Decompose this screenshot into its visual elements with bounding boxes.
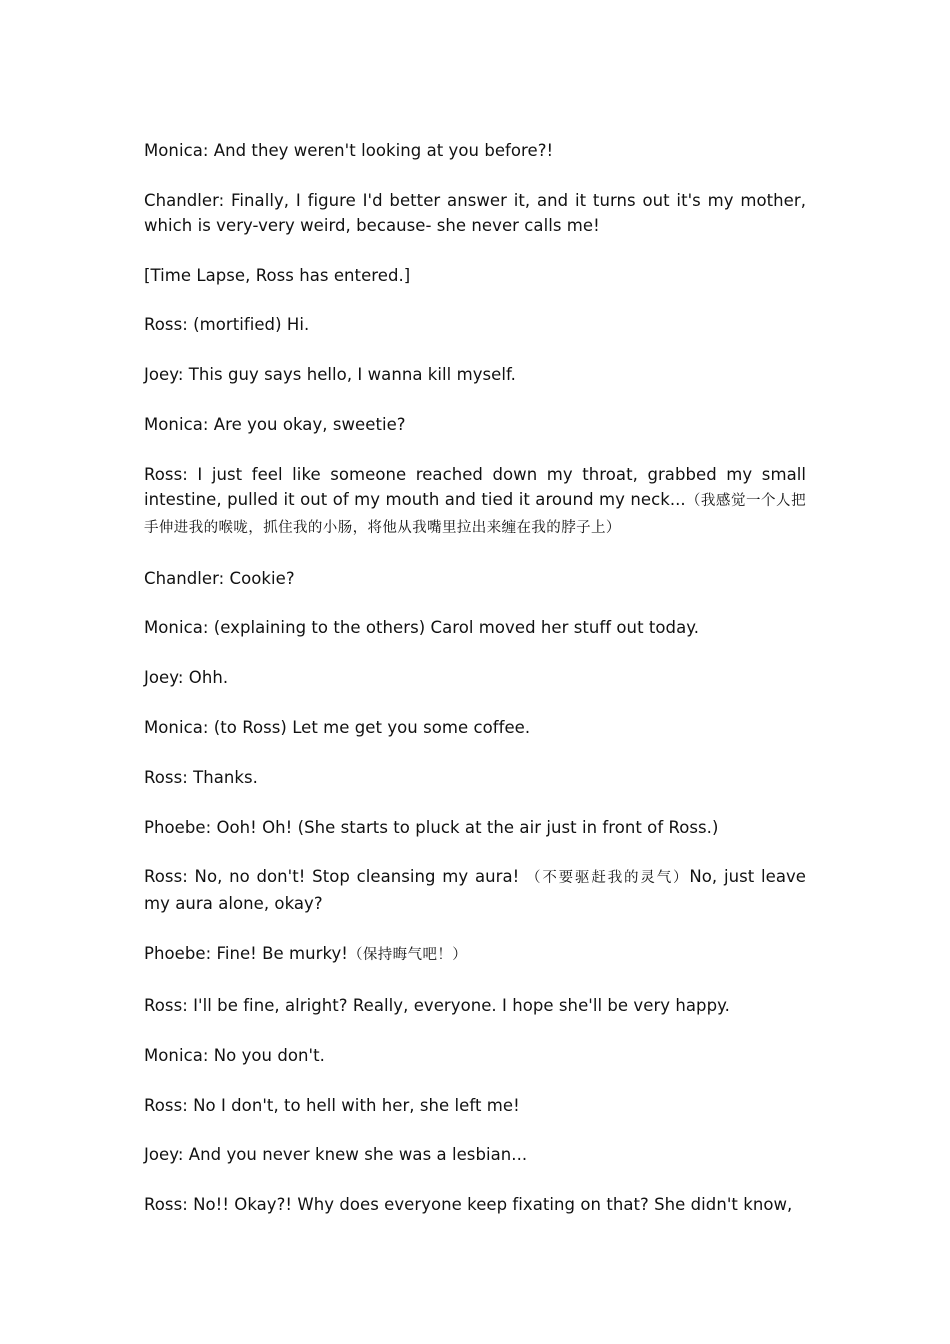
dialogue-line	[144, 138, 806, 163]
dialogue-text: Chandler: Finally, I figure I'd better answer it, and it turns out it's my mother, which is very-very weird, because- she never calls me!	[144, 190, 806, 235]
chinese-translation: （不要驱赶我的灵气）	[526, 870, 690, 887]
dialogue-line	[144, 312, 806, 337]
dialogue-text: Joey: This guy says hello, I wanna kill myself.	[144, 365, 516, 385]
dialogue-text: Ross: No, no don't! Stop cleansing my aura!	[144, 867, 527, 887]
dialogue-text-continued: No, just leave my aura alone, okay?	[144, 867, 806, 914]
stage-direction	[144, 263, 806, 288]
dialogue-line	[144, 1142, 806, 1167]
dialogue-line	[144, 765, 806, 790]
dialogue-line	[144, 941, 806, 968]
dialogue-text: Joey: Ohh.	[144, 668, 229, 688]
dialogue-line	[144, 362, 806, 387]
dialogue-text: Monica: (explaining to the others) Carol moved her stuff out today.	[144, 618, 699, 638]
dialogue-text: Phoebe: Ooh! Oh! (She starts to pluck at the air just in front of Ross.)	[144, 817, 719, 837]
dialogue-line	[144, 412, 806, 437]
dialogue-text: Monica: (to Ross) Let me get you some coffee.	[144, 717, 531, 737]
dialogue-line	[144, 665, 806, 690]
dialogue-text: Monica: No you don't.	[144, 1045, 325, 1065]
dialogue-line	[144, 1192, 806, 1217]
dialogue-text: Ross: Thanks.	[144, 767, 258, 787]
dialogue-line	[144, 815, 806, 840]
dialogue-line	[144, 864, 806, 916]
transcript-body	[144, 138, 806, 1242]
dialogue-line	[144, 188, 806, 238]
dialogue-text: Ross: (mortified) Hi.	[144, 315, 310, 335]
dialogue-line	[144, 1093, 806, 1118]
chinese-translation: （保持晦气吧！）	[347, 947, 468, 964]
dialogue-text: Ross: No!! Okay?! Why does everyone keep fixating on that? She didn't know,	[144, 1195, 793, 1215]
dialogue-line	[144, 715, 806, 740]
dialogue-line	[144, 1043, 806, 1068]
dialogue-text: Joey: And you never knew she was a lesbian...	[144, 1145, 528, 1165]
chinese-translation: （我感觉一个人把手伸进我的喉咙，抓住我的小肠，将他从我嘴里拉出来缠在我的脖子上）	[144, 492, 806, 536]
dialogue-text: Ross: No I don't, to hell with her, she left me!	[144, 1095, 520, 1115]
dialogue-text: Monica: And they weren't looking at you before?!	[144, 141, 554, 160]
dialogue-text: Monica: Are you okay, sweetie?	[144, 414, 406, 434]
dialogue-text: Ross: I just feel like someone reached down my throat, grabbed my small intestine, pulled it out of my mouth and tied it around my neck...	[144, 464, 806, 509]
dialogue-line	[144, 566, 806, 591]
dialogue-line	[144, 615, 806, 640]
dialogue-text: [Time Lapse, Ross has entered.]	[144, 265, 411, 285]
dialogue-text: Phoebe: Fine! Be murky!	[144, 944, 348, 964]
dialogue-text: Ross: I'll be fine, alright? Really, everyone. I hope she'll be very happy.	[144, 995, 730, 1015]
dialogue-line	[144, 993, 806, 1018]
dialogue-line	[144, 462, 806, 541]
dialogue-text: Chandler: Cookie?	[144, 568, 295, 588]
